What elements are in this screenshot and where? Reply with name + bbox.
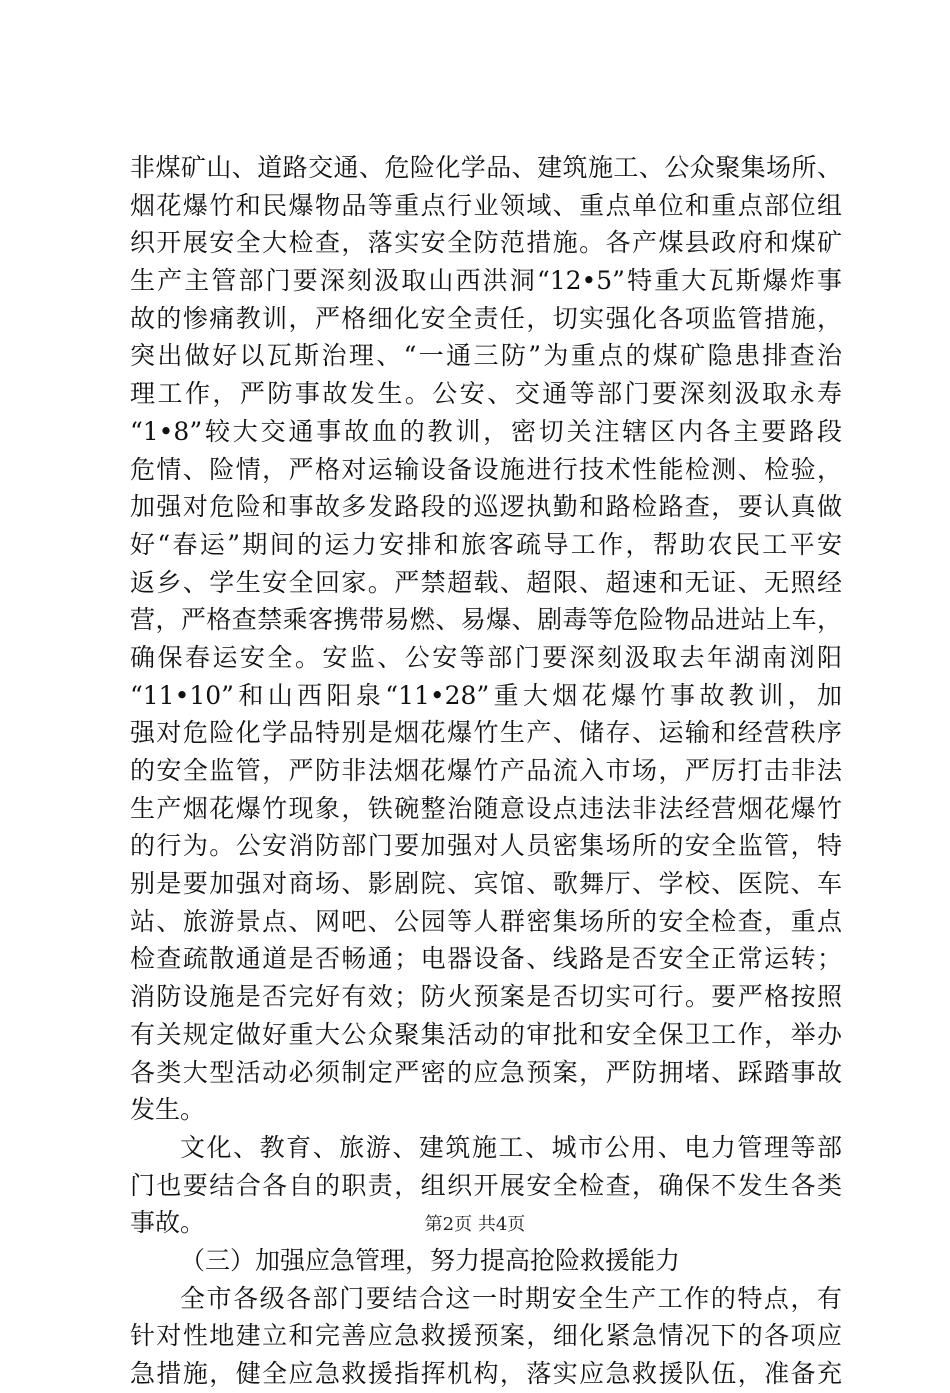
text-line: 生产主管部门要深刻汲取山西洪洞“12•5”特重大瓦斯爆炸事 <box>130 266 842 296</box>
document-body <box>130 149 842 1393</box>
text-line: 发生。 <box>130 1095 206 1125</box>
text-line: 的安全监管，严防非法烟花爆竹产品流入市场，严厉打击非法 <box>130 756 842 785</box>
text-line: （三）加强应急管理，努力提高抢险救援能力 <box>180 1245 681 1275</box>
text-line: 危情、险情，严格对运输设备设施进行技术性能检测、检验， <box>130 454 842 484</box>
text-line: 别是要加强对商场、影剧院、宾馆、歌舞厅、学校、医院、车 <box>130 869 842 899</box>
text-line: 非煤矿山、道路交通、危险化学品、建筑施工、公众聚集场所、 <box>130 153 842 182</box>
text-line: 门也要结合各自的职责，组织开展安全检查，确保不发生各类 <box>130 1170 842 1200</box>
text-line: 站、旅游景点、网吧、公园等人群密集场所的安全检查，重点 <box>130 906 842 936</box>
page-number-footer: 第2页 共4页 <box>424 1214 526 1235</box>
text-line: “11•10”和山西阳泉“11•28”重大烟花爆竹事故教训，加 <box>130 680 842 710</box>
text-line: 营，严格查禁乘客携带易燃、易爆、剧毒等危险物品进站上车， <box>130 605 842 635</box>
text-line: 急措施，健全应急救援指挥机构，落实应急救援队伍，准备充 <box>130 1359 842 1388</box>
text-line: 生产烟花爆竹现象，铁碗整治随意设点违法非法经营烟花爆竹 <box>130 793 842 823</box>
text-line: 理工作，严防事故发生。公安、交通等部门要深刻汲取永寿 <box>130 379 842 409</box>
text-line: 文化、教育、旅游、建筑施工、城市公用、电力管理等部 <box>180 1132 842 1162</box>
text-line: 强对危险化学品特别是烟花爆竹生产、储存、运输和经营秩序 <box>130 718 842 748</box>
text-line: 好“春运”期间的运力安排和旅客疏导工作，帮助农民工平安 <box>130 529 842 559</box>
text-line: 织开展安全大检查，落实安全防范措施。各产煤县政府和煤矿 <box>130 228 842 258</box>
text-line: 返乡、学生安全回家。严禁超载、超限、超速和无证、无照经 <box>130 567 842 597</box>
text-line: 检查疏散通道是否畅通；电器设备、线路是否安全正常运转； <box>130 944 842 974</box>
text-line: 事故。 <box>130 1208 206 1238</box>
text-line: 烟花爆竹和民爆物品等重点行业领域、重点单位和重点部位组 <box>130 190 842 220</box>
text-line: 各类大型活动必须制定严密的应急预案，严防拥堵、踩踏事故 <box>130 1057 842 1087</box>
text-line: 消防设施是否完好有效；防火预案是否切实可行。要严格按照 <box>130 982 842 1012</box>
text-line: 的行为。公安消防部门要加强对人员密集场所的安全监管，特 <box>130 831 842 861</box>
text-line: 突出做好以瓦斯治理、“一通三防”为重点的煤矿隐患排查治 <box>130 341 842 371</box>
text-line: 全市各级各部门要结合这一时期安全生产工作的特点，有 <box>180 1283 842 1313</box>
text-line: 有关规定做好重大公众聚集活动的审批和安全保卫工作，举办 <box>130 1019 842 1049</box>
text-line: 加强对危险和事故多发路段的巡逻执勤和路检路查，要认真做 <box>130 492 842 522</box>
text-line: 针对性地建立和完善应急救援预案，细化紧急情况下的各项应 <box>130 1321 842 1351</box>
text-line: 确保春运安全。安监、公安等部门要深刻汲取去年湖南浏阳 <box>130 642 842 672</box>
text-line: 故的惨痛教训，严格细化安全责任，切实强化各项监管措施， <box>130 303 842 333</box>
text-line: “1•8”较大交通事故血的教训，密切关注辖区内各主要路段 <box>130 416 842 446</box>
